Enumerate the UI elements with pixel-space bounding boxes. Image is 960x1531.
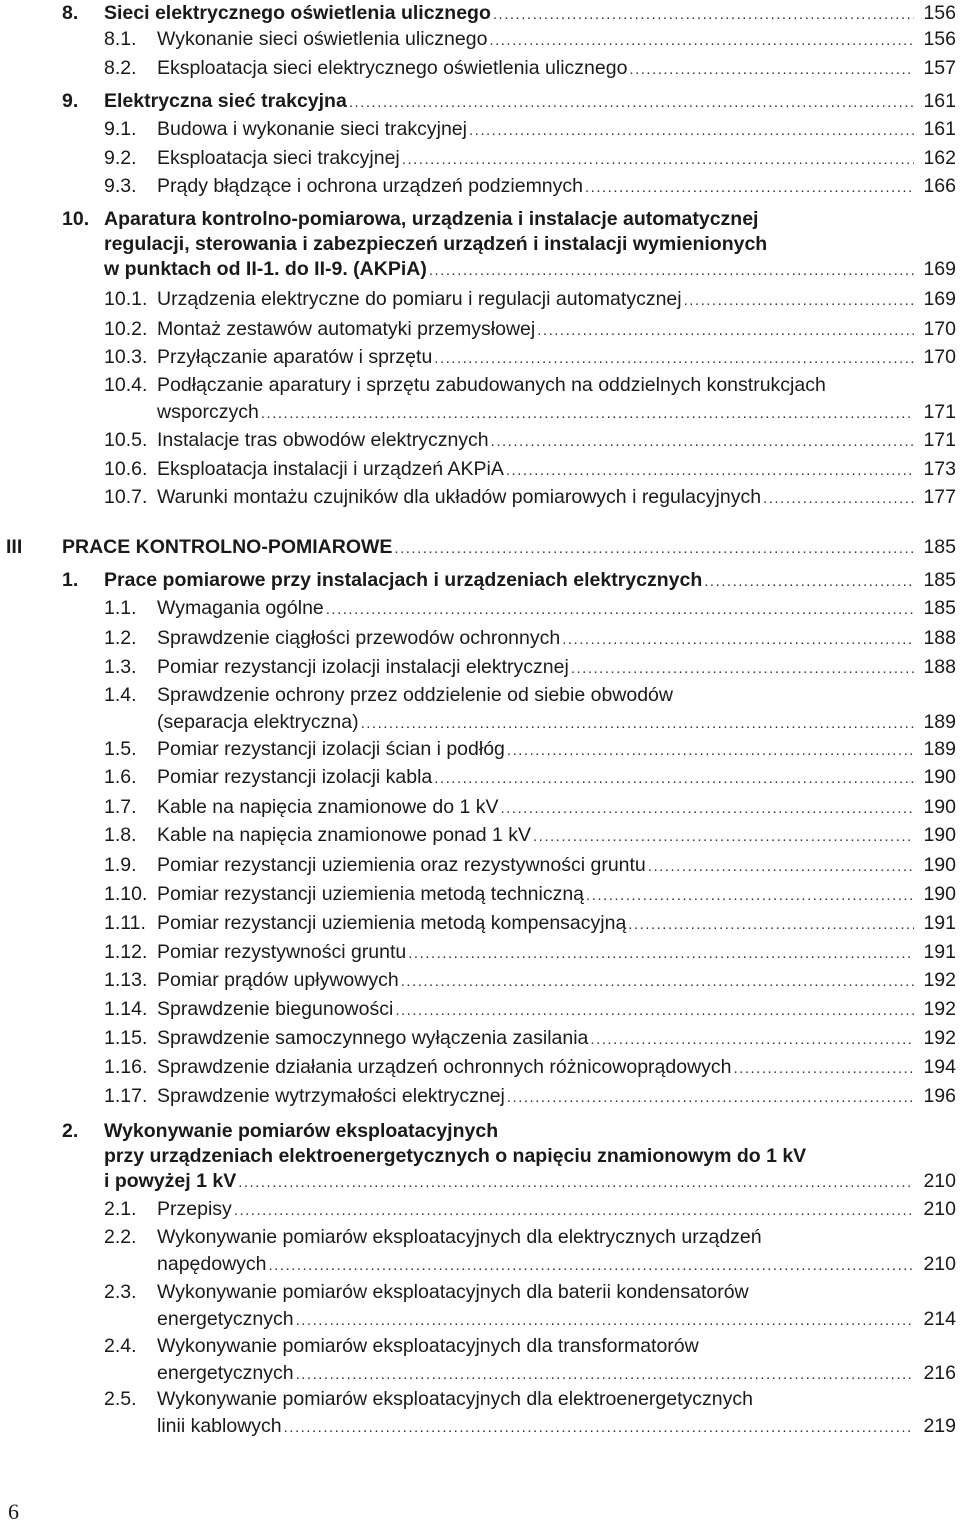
toc-entry-title: Pomiar rezystancji izolacji kabla — [157, 766, 433, 788]
toc-entry-leader-row — [157, 116, 956, 142]
toc-entry-title: Eksploatacja instalacji i urządzeń AKPiA — [157, 458, 504, 480]
page-reference: 171 — [923, 429, 956, 451]
dot-leader — [684, 288, 914, 314]
toc-entry-title: Sprawdzenie ciągłości przewodów ochronnych — [157, 627, 561, 649]
page-reference: 171 — [923, 401, 956, 423]
section-number: 10.1. — [104, 288, 148, 310]
page-reference: 157 — [923, 57, 956, 79]
toc-entry-leader-row — [157, 910, 956, 936]
toc-entry-title-line: Sprawdzenie ochrony przez oddzielenie od siebie obwodów — [157, 684, 673, 706]
toc-entry-title: Warunki montażu czujników dla układów pomiarowych i regulacyjnych — [157, 486, 762, 508]
toc-entry-leader-row — [157, 1054, 956, 1080]
toc-entry-title: Eksploatacja sieci trakcyjnej — [157, 147, 400, 169]
toc-entry-leader-row — [157, 55, 956, 81]
toc-entry-title: PRACE KONTROLNO-POMIAROWE — [62, 536, 393, 558]
toc-entry-leader-row — [157, 1196, 956, 1222]
toc-entry-title: Sprawdzenie wytrzymałości elektrycznej — [157, 1085, 505, 1107]
toc-entry-title-line: regulacji, sterowania i zabezpieczeń urządzeń i instalacji wymienionych — [104, 233, 768, 255]
toc-entry-leader-row — [157, 145, 956, 171]
toc-entry-leader-row — [157, 1025, 956, 1051]
section-number: 1.4. — [104, 684, 137, 706]
page-reference: 156 — [923, 28, 956, 50]
dot-leader — [238, 1170, 914, 1196]
page-reference: 177 — [923, 486, 956, 508]
toc-entry-title: linii kablowych — [157, 1415, 282, 1437]
toc-entry-leader-row — [157, 399, 956, 425]
page-reference: 210 — [923, 1170, 956, 1192]
toc-entry-title: Pomiar rezystancji uziemienia oraz rezystywności gruntu — [157, 854, 646, 876]
toc-entry-leader-row — [62, 534, 956, 560]
page-reference: 161 — [923, 118, 956, 140]
toc-entry-title: (separacja elektryczna) — [157, 711, 359, 733]
dot-leader — [590, 1027, 914, 1053]
dot-leader — [402, 147, 914, 173]
section-number: 1.17. — [104, 1085, 148, 1107]
toc-entry-leader-row — [157, 456, 956, 482]
section-number: 8. — [62, 2, 79, 24]
toc-entry-title-line: Wykonywanie pomiarów eksploatacyjnych dla baterii kondensatorów — [157, 1281, 749, 1303]
dot-leader — [500, 796, 914, 822]
toc-entry-leader-row — [157, 939, 956, 965]
section-number: 10.6. — [104, 458, 148, 480]
section-number: 10.4. — [104, 374, 148, 396]
toc-entry-title: napędowych — [157, 1253, 267, 1275]
toc-entry-leader-row — [157, 484, 956, 510]
toc-entry-title: Urządzenia elektryczne do pomiaru i regulacji automatycznej — [157, 288, 682, 310]
dot-leader — [562, 627, 914, 653]
toc-entry-leader-row — [157, 344, 956, 370]
toc-entry-title: Prace pomiarowe przy instalacjach i urządzeniach elektrycznych — [104, 569, 703, 591]
section-number: 1.11. — [104, 912, 146, 934]
toc-entry-leader-row — [157, 736, 956, 762]
toc-entry-title-line: przy urządzeniach elektroenergetycznych o napięciu znamionowym do 1 kV — [104, 1145, 807, 1167]
toc-entry-title: Pomiar rezystancji izolacji ścian i podłóg — [157, 738, 505, 760]
toc-entry-title: Prądy błądzące i ochrona urządzeń podziemnych — [157, 175, 584, 197]
section-number: 10.5. — [104, 429, 148, 451]
dot-leader — [261, 401, 914, 427]
toc-entry-title: Pomiar rezystywności gruntu — [157, 941, 407, 963]
page-reference: 188 — [923, 656, 956, 678]
toc-entry-title: Kable na napięcia znamionowe do 1 kV — [157, 796, 499, 818]
dot-leader — [734, 1056, 915, 1082]
page-reference: 194 — [923, 1056, 956, 1078]
toc-entry-title: i powyżej 1 kV — [104, 1170, 237, 1192]
toc-entry-title: Budowa i wykonanie sieci trakcyjnej — [157, 118, 467, 140]
toc-entry-title: Wymagania ogólne — [157, 597, 324, 619]
toc-entry-leader-row — [157, 996, 956, 1022]
toc-entry-leader-row — [157, 595, 956, 621]
page-reference: 192 — [923, 969, 956, 991]
toc-entry-title: Sprawdzenie działania urządzeń ochronnych różnicowoprądowych — [157, 1056, 732, 1078]
page-reference: 170 — [923, 318, 956, 340]
dot-leader — [507, 738, 914, 764]
page-reference: 185 — [923, 569, 956, 591]
toc-entry-title: Przepisy — [157, 1198, 232, 1220]
dot-leader — [507, 1085, 914, 1111]
section-number: 1.1. — [104, 597, 137, 619]
toc-entry-leader-row — [104, 88, 956, 114]
toc-entry-title: wsporczych — [157, 401, 259, 423]
page-reference: 196 — [923, 1085, 956, 1107]
section-number: 2. — [62, 1120, 79, 1142]
page-reference: 190 — [923, 766, 956, 788]
toc-entry-title-line: Podłączanie aparatury i sprzętu zabudowanych na oddzielnych konstrukcjach — [157, 374, 826, 396]
page-reference: 190 — [923, 883, 956, 905]
section-number: 8.2. — [104, 57, 137, 79]
dot-leader — [284, 1415, 914, 1441]
toc-entry-leader-row — [157, 881, 956, 907]
toc-entry-leader-row — [157, 173, 956, 199]
page-reference: 170 — [923, 346, 956, 368]
dot-leader — [704, 569, 914, 595]
toc-entry-title-line: Wykonywanie pomiarów eksploatacyjnych dla elektroenergetycznych — [157, 1388, 753, 1410]
toc-entry-leader-row — [157, 286, 956, 312]
toc-entry-title-line: Wykonywanie pomiarów eksploatacyjnych — [104, 1120, 499, 1142]
dot-leader — [491, 429, 914, 455]
page-reference: 210 — [923, 1253, 956, 1275]
toc-entry-title-line: Wykonywanie pomiarów eksploatacyjnych dla elektrycznych urządzeń — [157, 1226, 762, 1248]
dot-leader — [269, 1253, 915, 1279]
toc-entry-leader-row — [104, 256, 956, 282]
section-number: 9.3. — [104, 175, 137, 197]
page-reference: 161 — [923, 90, 956, 112]
page-reference: 185 — [923, 536, 956, 558]
section-number: 10. — [62, 208, 90, 230]
dot-leader — [628, 912, 914, 938]
section-number: 1.14. — [104, 998, 148, 1020]
page-reference: 169 — [923, 288, 956, 310]
dot-leader — [234, 1198, 914, 1224]
section-number: 2.3. — [104, 1281, 137, 1303]
page-reference: 185 — [923, 597, 956, 619]
page-reference: 189 — [923, 711, 956, 733]
page-reference: 169 — [923, 258, 956, 280]
dot-leader — [763, 486, 914, 512]
page-reference: 214 — [923, 1308, 956, 1330]
dot-leader — [429, 258, 914, 284]
page-reference: 190 — [923, 824, 956, 846]
page-reference: 188 — [923, 627, 956, 649]
dot-leader — [506, 458, 914, 484]
dot-leader — [408, 941, 914, 967]
dot-leader — [629, 57, 914, 83]
section-number: 1.12. — [104, 941, 148, 963]
section-number: 2.2. — [104, 1226, 137, 1248]
page-reference: 192 — [923, 998, 956, 1020]
dot-leader — [401, 969, 914, 995]
toc-entry-leader-row — [157, 967, 956, 993]
toc-entry-leader-row — [104, 0, 956, 26]
toc-entry-title: Przyłączanie aparatów i sprzętu — [157, 346, 433, 368]
toc-entry-title: energetycznych — [157, 1308, 294, 1330]
section-number: 1.10. — [104, 883, 148, 905]
section-number: 1.16. — [104, 1056, 148, 1078]
part-number: III — [6, 536, 23, 558]
section-number: 10.7. — [104, 486, 148, 508]
dot-leader — [469, 118, 914, 144]
page-reference: 190 — [923, 796, 956, 818]
page-reference: 173 — [923, 458, 956, 480]
section-number: 1.7. — [104, 796, 137, 818]
page-reference: 192 — [923, 1027, 956, 1049]
toc-entry-leader-row — [157, 26, 956, 52]
toc-entry-leader-row — [157, 1306, 956, 1332]
dot-leader — [434, 346, 914, 372]
toc-entry-title: Pomiar rezystancji uziemienia metodą techniczną — [157, 883, 585, 905]
dot-leader — [394, 536, 914, 562]
page-reference: 191 — [923, 941, 956, 963]
dot-leader — [361, 711, 914, 737]
section-number: 1.2. — [104, 627, 137, 649]
section-number: 10.3. — [104, 346, 148, 368]
dot-leader — [395, 998, 914, 1024]
toc-entry-leader-row — [157, 794, 956, 820]
section-number: 1. — [62, 569, 79, 591]
page-reference: 162 — [923, 147, 956, 169]
page-reference: 219 — [923, 1415, 956, 1437]
section-number: 9.2. — [104, 147, 137, 169]
dot-leader — [349, 90, 914, 116]
page-reference: 216 — [923, 1362, 956, 1384]
toc-entry-title-line: Wykonywanie pomiarów eksploatacyjnych dla transformatorów — [157, 1335, 699, 1357]
toc-entry-title: Sprawdzenie biegunowości — [157, 998, 394, 1020]
page-reference: 166 — [923, 175, 956, 197]
dot-leader — [533, 824, 914, 850]
toc-entry-title: energetycznych — [157, 1362, 294, 1384]
section-number: 1.9. — [104, 854, 137, 876]
dot-leader — [648, 854, 914, 880]
section-number: 1.15. — [104, 1027, 148, 1049]
toc-entry-leader-row — [157, 625, 956, 651]
dot-leader — [586, 883, 914, 909]
toc-entry-title: Elektryczna sieć trakcyjna — [104, 90, 347, 112]
section-number: 8.1. — [104, 28, 137, 50]
toc-entry-leader-row — [157, 709, 956, 735]
dot-leader — [537, 318, 914, 344]
page-reference: 189 — [923, 738, 956, 760]
section-number: 1.8. — [104, 824, 137, 846]
toc-entry-title-line: Aparatura kontrolno-pomiarowa, urządzenia i instalacje automatycznej — [104, 208, 759, 230]
section-number: 9.1. — [104, 118, 137, 140]
toc-entry-leader-row — [157, 427, 956, 453]
toc-entry-title: Instalacje tras obwodów elektrycznych — [157, 429, 489, 451]
page-reference: 190 — [923, 854, 956, 876]
toc-entry-leader-row — [157, 654, 956, 680]
toc-entry-leader-row — [157, 316, 956, 342]
toc-entry-title: Pomiar prądów upływowych — [157, 969, 399, 991]
toc-entry-leader-row — [104, 567, 956, 593]
toc-entry-title: Pomiar rezystancji izolacji instalacji elektrycznej — [157, 656, 569, 678]
section-number: 2.1. — [104, 1198, 137, 1220]
section-number: 1.5. — [104, 738, 137, 760]
toc-entry-title: w punktach od II-1. do II-9. (AKPiA) — [104, 258, 427, 280]
page-reference: 191 — [923, 912, 956, 934]
toc-entry-leader-row — [157, 1083, 956, 1109]
toc-entry-leader-row — [157, 822, 956, 848]
dot-leader — [571, 656, 914, 682]
section-number: 2.5. — [104, 1388, 137, 1410]
toc-entry-leader-row — [157, 852, 956, 878]
toc-entry-title: Sprawdzenie samoczynnego wyłączenia zasilania — [157, 1027, 589, 1049]
dot-leader — [493, 2, 914, 28]
toc-entry-title: Eksploatacja sieci elektrycznego oświetlenia ulicznego — [157, 57, 628, 79]
dot-leader — [489, 28, 914, 54]
toc-entry-leader-row — [104, 1168, 956, 1194]
section-number: 1.6. — [104, 766, 137, 788]
section-number: 9. — [62, 90, 79, 112]
dot-leader — [434, 766, 914, 792]
page-reference: 156 — [923, 2, 956, 24]
section-number: 2.4. — [104, 1335, 137, 1357]
toc-entry-leader-row — [157, 1360, 956, 1386]
toc-entry-leader-row — [157, 1413, 956, 1439]
toc-entry-title: Sieci elektrycznego oświetlenia ulicznego — [104, 2, 491, 24]
toc-entry-title: Montaż zestawów automatyki przemysłowej — [157, 318, 536, 340]
dot-leader — [585, 175, 914, 201]
section-number: 1.13. — [104, 969, 148, 991]
page-reference: 210 — [923, 1198, 956, 1220]
toc-entry-leader-row — [157, 764, 956, 790]
dot-leader — [296, 1308, 914, 1334]
page-number: 6 — [8, 1499, 19, 1524]
toc-entry-title: Pomiar rezystancji uziemienia metodą kompensacyjną — [157, 912, 627, 934]
section-number: 10.2. — [104, 318, 148, 340]
toc-entry-title: Wykonanie sieci oświetlenia ulicznego — [157, 28, 488, 50]
toc-entry-title: Kable na napięcia znamionowe ponad 1 kV — [157, 824, 532, 846]
dot-leader — [326, 597, 914, 623]
toc-entry-leader-row — [157, 1251, 956, 1277]
section-number: 1.3. — [104, 656, 137, 678]
dot-leader — [296, 1362, 914, 1388]
